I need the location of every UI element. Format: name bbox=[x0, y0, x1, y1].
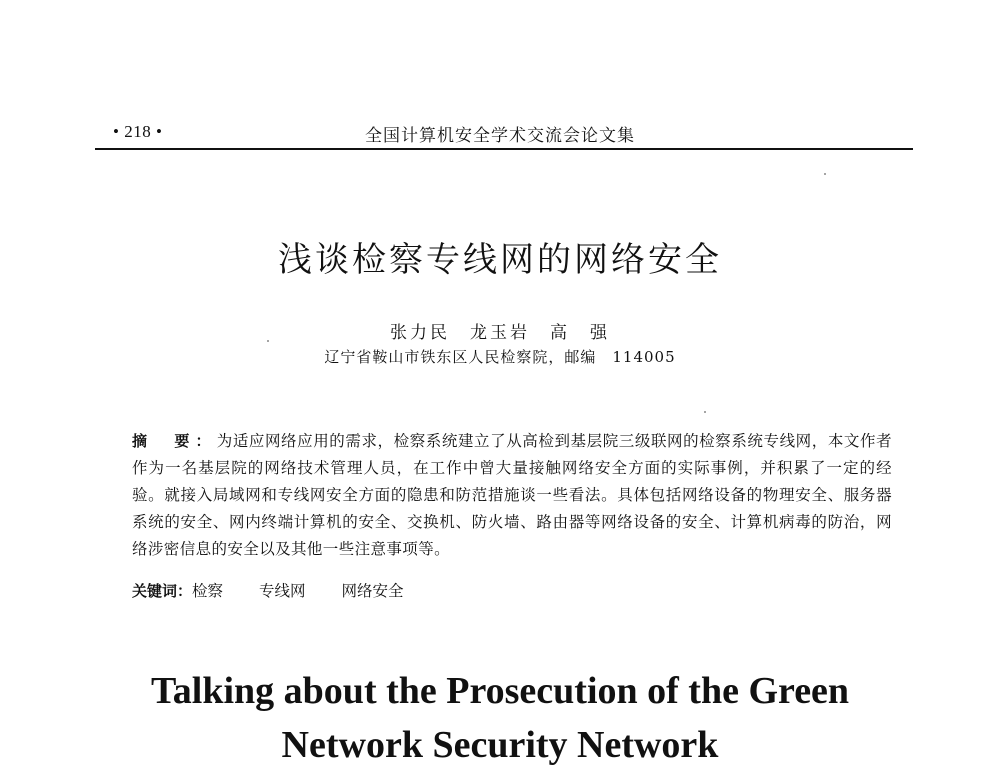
english-title-line: Talking about the Prosecution of the Green bbox=[150, 670, 850, 712]
page-number: • 218 • bbox=[113, 122, 163, 141]
english-title bbox=[0, 664, 1000, 772]
scan-speck bbox=[824, 173, 826, 175]
journal-title: 全国计算机安全学术交流会论文集 bbox=[365, 126, 635, 146]
keywords-label: 关键词： bbox=[132, 582, 193, 600]
scan-speck bbox=[704, 411, 706, 413]
keywords bbox=[132, 579, 892, 601]
keyword-item: 检察 bbox=[192, 582, 224, 600]
author-affiliation: 辽宁省鞍山市铁东区人民检察院，邮编 114005 bbox=[324, 348, 676, 366]
keyword-item: 网络安全 bbox=[341, 582, 404, 600]
author-list: 张力民 龙玉岩 高 强 bbox=[390, 323, 610, 343]
abstract bbox=[132, 428, 892, 563]
abstract-label: 摘 要： bbox=[132, 432, 217, 450]
paper-title: 浅谈检察专线网的网络安全 bbox=[278, 240, 722, 280]
running-header bbox=[95, 118, 913, 150]
english-title-line: Network Security Network bbox=[281, 724, 719, 766]
abstract-text: 为适应网络应用的需求，检察系统建立了从高检到基层院三级联网的检察系统专线网，本文作者作为一名基层院的网络技术管理人员，在工作中曾大量接触网络安全方面的实际事例，并积累了一定的经验。就接入局域网和专线网安全方面的隐患和防范措施谈一些看法。具体包括网络设备的物理安全、服务器系统的安全、网内终端计算机的安全、交换机、防火墙、路由器等网络设备的安全、计算机病毒的防治，网络涉密信息的安全以及其他一些注意事项等。 bbox=[132, 432, 892, 558]
keyword-item: 专线网 bbox=[259, 582, 306, 600]
